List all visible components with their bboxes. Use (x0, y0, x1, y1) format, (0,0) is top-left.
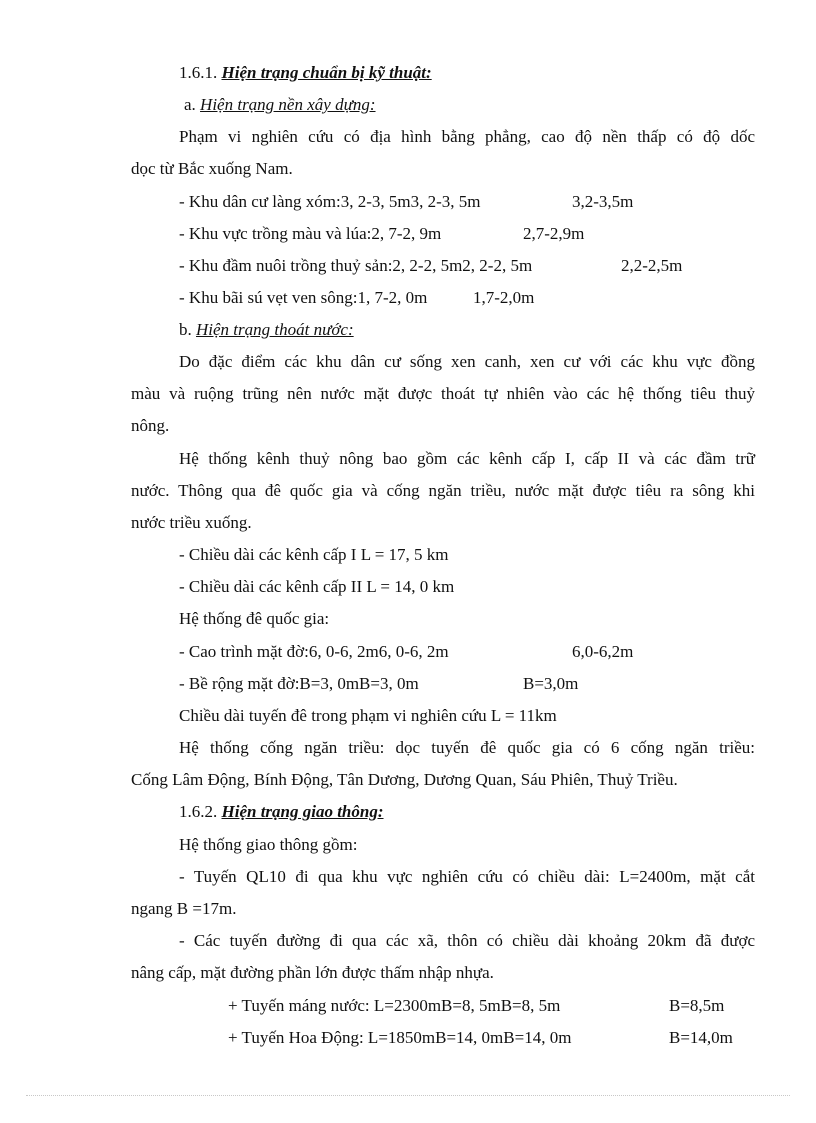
subsection-letter: a. (184, 95, 201, 114)
page-bottom-divider (26, 1095, 790, 1096)
elevation-item-label: - Khu vực trồng màu và lúa:2, 7-2, 9m (179, 224, 442, 243)
elevation-item-label: - Khu đầm nuôi trồng thuỷ sản:2, 2-2, 5m2, 2-2, 5m (179, 256, 533, 275)
paragraph-line: Hệ thống cống ngăn triều: dọc tuyến đê quốc gia có 6 cống ngăn triều: (179, 738, 755, 757)
road-item-label: + Tuyến máng nước: L=2300mB=8, 5mB=8, 5m (228, 996, 561, 1015)
elevation-item-label: - Khu bãi sú vẹt ven sông:1, 7-2, 0m (179, 288, 428, 307)
section-number: 1.6.1. (179, 63, 222, 82)
paragraph-line: Phạm vi nghiên cứu có địa hình bằng phẳng, cao độ nền thấp có độ dốc (179, 127, 755, 146)
subsection-letter: b. (179, 320, 196, 339)
elevation-item-value: 2,2-2,5m (621, 256, 683, 275)
elevation-item-value: 2,7-2,9m (523, 224, 585, 243)
paragraph-line: nông. (131, 416, 170, 435)
section-title: Hiện trạng giao thông: (221, 802, 384, 821)
subsection-title: Hiện trạng nền xây dựng: (200, 95, 376, 114)
elevation-item-value: 3,2-3,5m (572, 192, 634, 211)
section-number: 1.6.2. (179, 802, 222, 821)
section-heading-1-6-2 (179, 802, 384, 822)
dyke-item-label: - Cao trình mặt đờ:6, 0-6, 2m6, 0-6, 2m (179, 642, 449, 661)
paragraph-line: dọc từ Bắc xuống Nam. (131, 159, 293, 178)
dyke-item-value: B=3,0m (523, 674, 579, 693)
paragraph-line: Hệ thống kênh thuỷ nông bao gồm các kênh cấp I, cấp II và các đầm trữ (179, 449, 755, 468)
paragraph-line: nước. Thông qua đê quốc gia và cống ngăn triều, nước mặt được tiêu ra sông khi (131, 481, 755, 500)
elevation-item-value: 1,7-2,0m (473, 288, 535, 307)
paragraph-line: ngang B =17m. (131, 899, 237, 918)
subsection-heading-b (179, 320, 354, 340)
subsection-title: Hiện trạng thoát nước: (196, 320, 354, 339)
paragraph-line: nước triều xuống. (131, 513, 252, 532)
road-item-label: + Tuyến Hoa Động: L=1850mB=14, 0mB=14, 0m (228, 1028, 572, 1047)
road-item-value: B=14,0m (669, 1028, 733, 1047)
traffic-heading: Hệ thống giao thông gồm: (179, 835, 358, 854)
section-heading-1-6-1 (179, 63, 432, 83)
canal-length-item: - Chiều dài các kênh cấp I L = 17, 5 km (179, 545, 449, 564)
canal-length-item: - Chiều dài các kênh cấp II L = 14, 0 km (179, 577, 455, 596)
dyke-item-value: 6,0-6,2m (572, 642, 634, 661)
paragraph-line: màu và ruộng trũng nên nước mặt được thoát tự nhiên vào các hệ thống tiêu thuỷ (131, 384, 755, 403)
paragraph-line: Do đặc điểm các khu dân cư sống xen canh, xen cư với các khu vực đồng (179, 352, 755, 371)
paragraph-line: - Tuyến QL10 đi qua khu vực nghiên cứu có chiều dài: L=2400m, mặt cắt (179, 867, 755, 886)
subsection-heading-a (184, 95, 376, 115)
paragraph-line: - Các tuyến đường đi qua các xã, thôn có chiều dài khoảng 20km đã được (179, 931, 755, 950)
dyke-heading: Hệ thống đê quốc gia: (179, 609, 330, 628)
dyke-item-label: - Bề rộng mặt đờ:B=3, 0mB=3, 0m (179, 674, 419, 693)
paragraph-line: Cống Lâm Động, Bính Động, Tân Dương, Dương Quan, Sáu Phiên, Thuỷ Triều. (131, 770, 678, 789)
paragraph-line: nâng cấp, mặt đường phần lớn được thấm nhập nhựa. (131, 963, 494, 982)
section-title: Hiện trạng chuẩn bị kỹ thuật: (221, 63, 432, 82)
dyke-length: Chiều dài tuyến đê trong phạm vi nghiên cứu L = 11km (179, 706, 557, 725)
elevation-item-label: - Khu dân cư làng xóm:3, 2-3, 5m3, 2-3, 5m (179, 192, 481, 211)
road-item-value: B=8,5m (669, 996, 725, 1015)
